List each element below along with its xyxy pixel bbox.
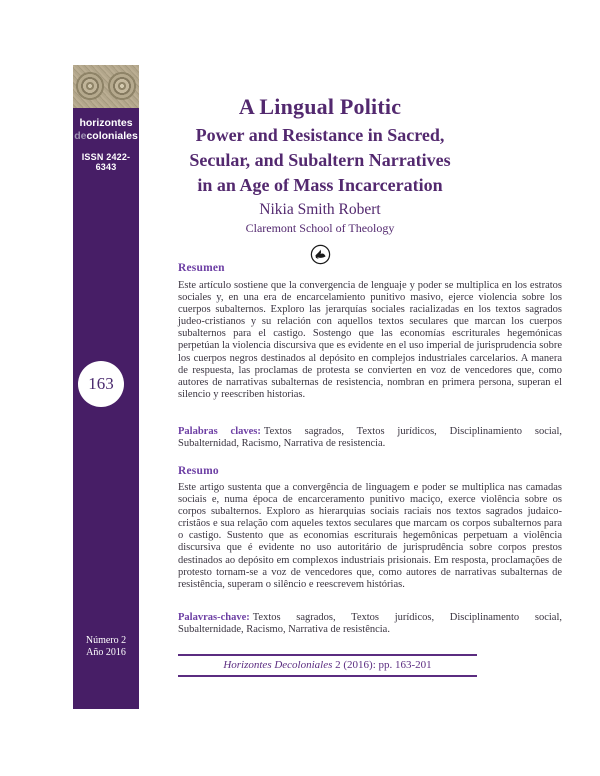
wordmark-line1: horizontes	[79, 117, 133, 129]
resumen-section	[178, 262, 562, 274]
resumo-heading: Resumo	[178, 465, 219, 477]
article-header	[178, 94, 462, 270]
palabras-claves	[178, 426, 562, 450]
wordmark-coloniales: coloniales	[86, 130, 138, 142]
issue-number: Número 2	[85, 635, 127, 646]
page-number-badge	[78, 361, 124, 407]
palabras-claves-list: Textos sagrados, Textos jurídicos, Disciplinamiento social, Subalternidad, Racismo, Narrativa de resistencia.	[178, 426, 563, 450]
subtitle-line-1: Power and Resistance in Sacred,	[195, 125, 445, 145]
page-number: 163	[88, 374, 114, 393]
subtitle-line-2: Secular, and Subaltern Narratives	[189, 150, 451, 170]
issn-label: ISSN 2422-6343	[81, 152, 131, 172]
journal-logo-texture-image	[73, 65, 139, 108]
footer-journal-name: Horizontes Decoloniales	[223, 659, 333, 671]
journal-wordmark	[73, 108, 139, 143]
palavras-chave-list: Textos sagrados, Textos jurídicos, Disciplinamento social, Subalternidade, Racismo, Narrativa de resistência.	[178, 612, 562, 636]
issue-year: Año 2016	[86, 647, 126, 658]
resumen-body: Este artículo sostiene que la convergencia de lenguaje y poder se multiplica en los estratos sociales y, en una era de encarcelamiento punitivo masivo, ejerce violencia sobre los cuerpos subalternos. Exploro las jerarquías sociales racializadas en los textos sagrados judeo-cristianos y su relación con aquellos textos seculares que marcan los cuerpos subalternos para el castigo. Sostengo que las economías escriturales hegemónicas perpetúan la violencia discursiva que es evidente en el uso imperial de jurisprudencia sobre los cuerpos negros destinados al depósito en complejos industriales carcelarios. A manera de respuesta, las proclamas de protesta se convierten en voz de vencedores que, como autores de narrativas subalternas de resistencia, nombran en primera persona, superan el silencio y reescriben historias.	[178, 280, 562, 400]
author-affiliation: Claremont School of Theology	[245, 221, 395, 235]
resumen-heading: Resumen	[178, 262, 225, 274]
palavras-chave	[178, 612, 562, 636]
article-subtitle	[178, 123, 462, 198]
author-name: Nikia Smith Robert	[259, 201, 381, 218]
resumo-body: Este artigo sustenta que a convergência de linguagem e poder se multiplica nas camadas sociais e, numa época de encarceramento punitivo maciço, exerce violência sobre os corpos subalternos. Exploro as hierarquias sociais raciais nos textos sagrados judaico-cristãos e sua relação com aqueles textos seculares que marcam os corpos subalternos para o castigo. Sustento que as economias escriturais hegemônicas perpetuam a violência discursiva que é evidente no uso autoritário de jurisprudência sobre corpos prestos destinados ao depósito em complexos industriais prisionais. Em resposta, proclamações de protesto tornam-se a voz de vencedores que, como autores de narrativas subalternas de resistência, superam o silêncio e reescrevem histórias.	[178, 482, 562, 590]
resumo-section	[178, 465, 562, 477]
subtitle-line-3: in an Age of Mass Incarceration	[197, 175, 443, 195]
journal-sidebar	[73, 108, 139, 709]
palavras-chave-label: Palavras-chave:	[178, 612, 250, 623]
footer-citation	[178, 654, 477, 677]
footer-citation-rest: 2 (2016): pp. 163-201	[332, 659, 432, 671]
wordmark-de-prefix: de	[74, 130, 87, 142]
wordmark-line2	[73, 130, 139, 143]
palabras-claves-label: Palabras claves:	[178, 426, 261, 437]
article-title: A Lingual Politic	[238, 94, 402, 119]
issue-info	[73, 635, 139, 659]
